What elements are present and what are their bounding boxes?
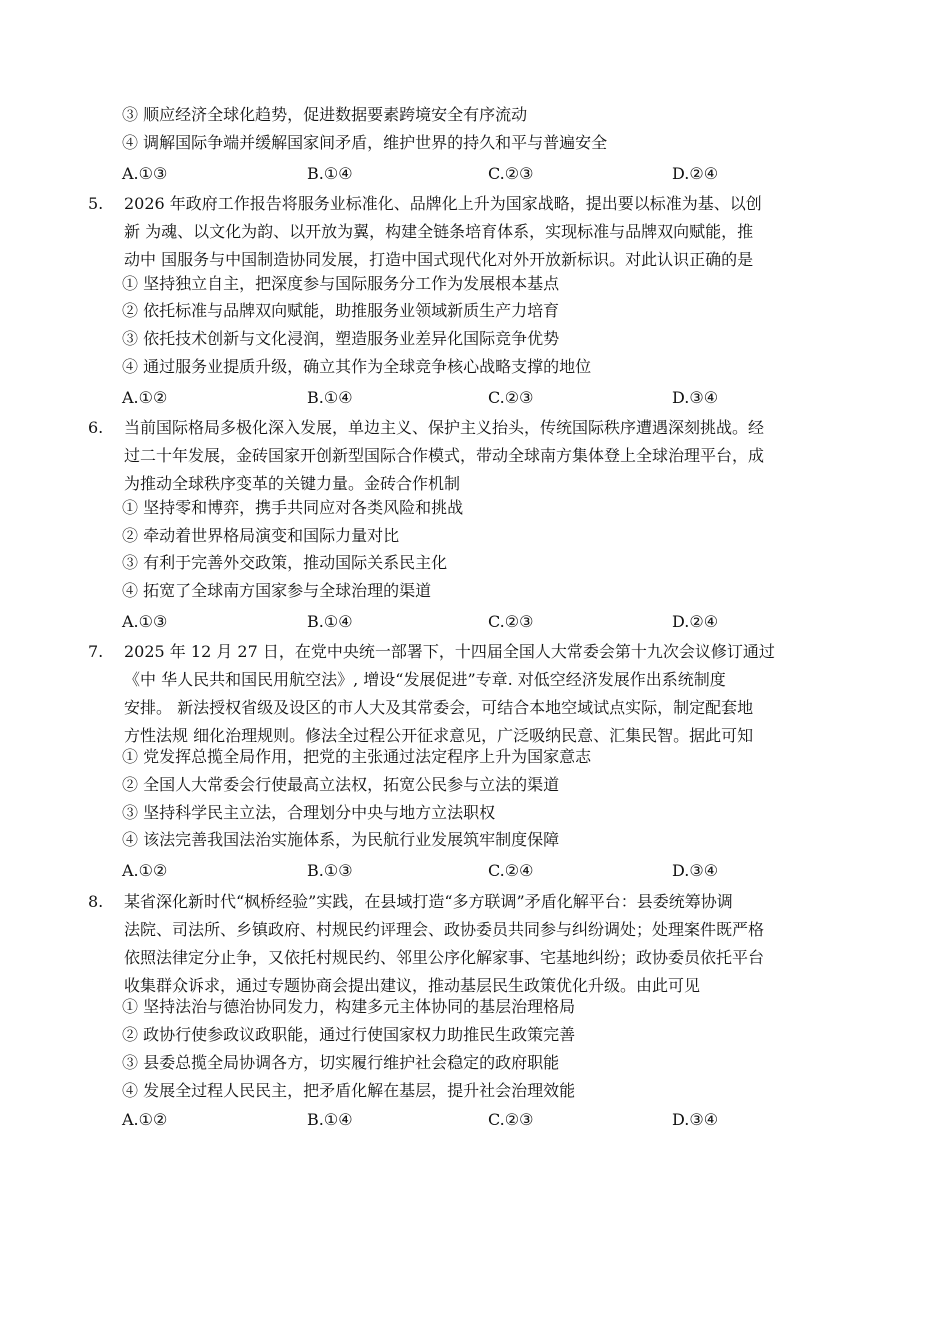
stem-line: 安排。 新法授权省级及设区的市人大及其常委会，可结合本地空域试点实际，制定配套地 (124, 698, 754, 717)
option-a: A.①② (122, 861, 168, 880)
stem-line: 新 为魂、以文化为韵、以开放为翼，构建全链条培育体系，实现标准与品牌双向赋能，推 (124, 222, 754, 241)
statement-3: ③ 有利于完善外交政策，推动国际关系民主化 (122, 553, 448, 572)
option-c: C.②③ (488, 164, 534, 183)
question-6-stem (124, 414, 856, 498)
stem-line: 方性法规 细化治理规则。修法全过程公开征求意见，广泛吸纳民意、汇集民智。据此可知 (124, 726, 754, 745)
statement-1: ① 坚持零和博弈，携手共同应对各类风险和挑战 (122, 498, 464, 517)
answer-options (122, 384, 842, 412)
statement-4: ④ 发展全过程人民民主，把矛盾化解在基层，提升社会治理效能 (122, 1081, 576, 1100)
option-d: D.②④ (672, 612, 719, 631)
stem-line: 收集群众诉求，通过专题协商会提出建议，推动基层民生政策优化升级。由此可见 (124, 976, 701, 995)
option-d: D.③④ (672, 388, 719, 407)
stem-line: 当前国际格局多极化深入发展，单边主义、保护主义抬头，传统国际秩序遭遇深刻挑战。经 (124, 418, 765, 437)
question-6-number: 6. (88, 418, 104, 437)
statement-3: ③ 坚持科学民主立法，合理划分中央与地方立法职权 (122, 803, 496, 822)
option-d: D.②④ (672, 164, 719, 183)
option-c: C.②④ (488, 861, 534, 880)
statement-4: ④ 通过服务业提质升级，确立其作为全球竞争核心战略支撑的地位 (122, 357, 592, 376)
question-7-number: 7. (88, 642, 104, 661)
statement-2: ② 全国人大常委会行使最高立法权，拓宽公民参与立法的渠道 (122, 775, 560, 794)
answer-options (122, 160, 842, 188)
statement-4: ④ 调解国际争端并缓解国家间矛盾，维护世界的持久和平与普遍安全 (122, 133, 608, 152)
statement-1: ① 坚持独立自主，把深度参与国际服务分工作为发展根本基点 (122, 274, 560, 293)
stem-line: 为推动全球秩序变革的关键力量。金砖合作机制 (124, 474, 461, 493)
stem-line: 2025 年 12 月 27 日，在党中央统一部署下，十四届全国人大常委会第十九次会议修订通过 (124, 642, 775, 661)
stem-line: 法院、司法所、乡镇政府、村规民约评理会、政协委员共同参与纠纷调处；处理案件既严格 (124, 920, 765, 939)
statement-2: ② 牵动着世界格局演变和国际力量对比 (122, 526, 400, 545)
option-c: C.②③ (488, 612, 534, 631)
question-7-stem (124, 638, 856, 750)
question-8-stem (124, 888, 856, 1000)
stem-line: 《中 华人民共和国民用航空法》, 增设“发展促进”专章. 对低空经济发展作出系统制度 (124, 670, 726, 689)
question-8-number: 8. (88, 892, 104, 911)
answer-options (122, 608, 842, 636)
statement-2: ② 政协行使参政议政职能，通过行使国家权力助推民生政策完善 (122, 1025, 576, 1044)
statement-1: ① 坚持法治与德治协同发力，构建多元主体协同的基层治理格局 (122, 997, 576, 1016)
option-b: B.①④ (307, 1110, 353, 1129)
option-d: D.③④ (672, 861, 719, 880)
option-b: B.①④ (307, 164, 353, 183)
stem-line: 依照法律定分止争，又依托村规民约、邻里公序化解家事、宅基地纠纷；政协委员依托平台 (124, 948, 765, 967)
option-a: A.①② (122, 388, 168, 407)
statement-3: ③ 顺应经济全球化趋势，促进数据要素跨境安全有序流动 (122, 105, 528, 124)
statement-1: ① 党发挥总揽全局作用，把党的主张通过法定程序上升为国家意志 (122, 747, 592, 766)
question-5-number: 5. (88, 194, 104, 213)
option-c: C.②③ (488, 388, 534, 407)
statement-4: ④ 拓宽了全球南方国家参与全球治理的渠道 (122, 581, 432, 600)
statement-3: ③ 县委总揽全局协调各方，切实履行维护社会稳定的政府职能 (122, 1053, 560, 1072)
stem-line: 动中 国服务与中国制造协同发展，打造中国式现代化对外开放新标识。对此认识正确的是 (124, 250, 754, 269)
statement-3: ③ 依托技术创新与文化浸润，塑造服务业差异化国际竞争优势 (122, 329, 560, 348)
stem-line: 某省深化新时代“枫桥经验”实践，在县域打造“多方联调”矛盾化解平台：县委统筹协调 (124, 892, 733, 911)
option-a: A.①③ (122, 612, 168, 631)
option-b: B.①④ (307, 388, 353, 407)
answer-options (122, 1106, 842, 1134)
stem-line: 过二十年发展，金砖国家开创新型国际合作模式，带动全球南方集体登上全球治理平台，成 (124, 446, 765, 465)
answer-options (122, 857, 842, 885)
option-b: B.①③ (307, 861, 353, 880)
stem-line: 2026 年政府工作报告将服务业标准化、品牌化上升为国家战略，提出要以标准为基、以创 (124, 194, 762, 213)
option-c: C.②③ (488, 1110, 534, 1129)
option-a: A.①② (122, 1110, 168, 1129)
statement-2: ② 依托标准与品牌双向赋能，助推服务业领域新质生产力培育 (122, 301, 560, 320)
option-b: B.①④ (307, 612, 353, 631)
statement-4: ④ 该法完善我国法治实施体系，为民航行业发展筑牢制度保障 (122, 830, 560, 849)
option-a: A.①③ (122, 164, 168, 183)
option-d: D.③④ (672, 1110, 719, 1129)
question-5-stem (124, 190, 856, 274)
